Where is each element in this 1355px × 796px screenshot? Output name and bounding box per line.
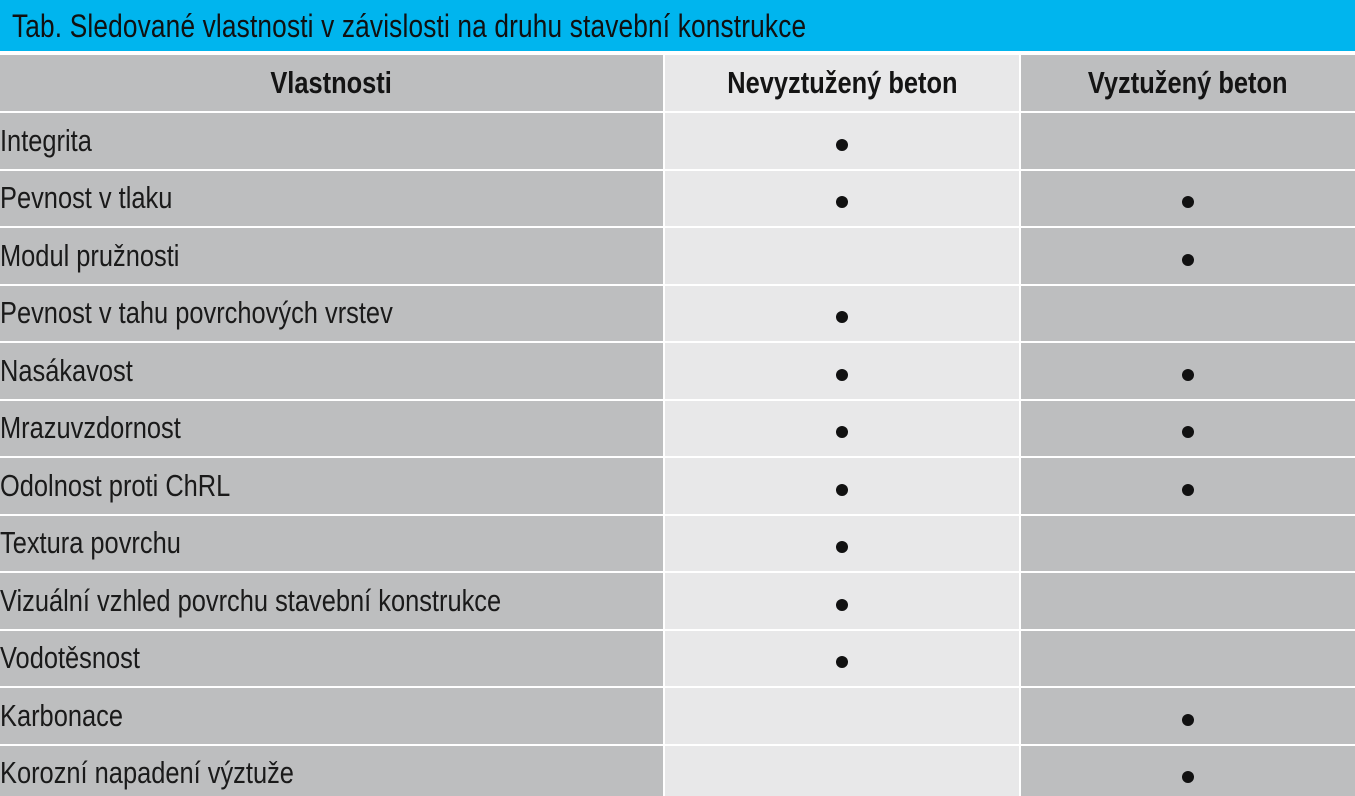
bullet-dot-icon	[1182, 484, 1194, 496]
bullet-dot-icon	[1182, 254, 1194, 266]
table-row	[0, 687, 1355, 745]
property-label: Textura povrchu	[0, 525, 181, 561]
table-row	[0, 515, 1355, 573]
reinforced-cell	[1020, 285, 1355, 343]
bullet-dot-icon	[836, 656, 848, 668]
property-label: Vodotěsnost	[0, 640, 140, 676]
unreinforced-cell	[664, 170, 1020, 228]
table-row	[0, 630, 1355, 688]
reinforced-cell	[1020, 112, 1355, 170]
reinforced-cell	[1020, 457, 1355, 515]
property-cell	[0, 285, 664, 343]
reinforced-cell	[1020, 342, 1355, 400]
property-label: Vizuální vzhled povrchu stavební konstrukce	[0, 582, 502, 618]
bullet-dot-icon	[836, 599, 848, 611]
property-cell	[0, 170, 664, 228]
reinforced-cell	[1020, 630, 1355, 688]
unreinforced-cell	[664, 687, 1020, 745]
bullet-dot-icon	[836, 196, 848, 208]
reinforced-cell	[1020, 170, 1355, 228]
property-label: Pevnost v tlaku	[0, 180, 173, 216]
table-row	[0, 342, 1355, 400]
table-row	[0, 285, 1355, 343]
table-row	[0, 572, 1355, 630]
unreinforced-cell	[664, 342, 1020, 400]
bullet-dot-icon	[1182, 714, 1194, 726]
unreinforced-cell	[664, 457, 1020, 515]
bullet-dot-icon	[1182, 196, 1194, 208]
property-cell	[0, 112, 664, 170]
property-label: Mrazuvzdornost	[0, 410, 181, 446]
table-row	[0, 112, 1355, 170]
header-row	[0, 54, 1355, 112]
table-row	[0, 400, 1355, 458]
unreinforced-cell	[664, 630, 1020, 688]
property-cell	[0, 342, 664, 400]
bullet-dot-icon	[836, 369, 848, 381]
column-header-reinforced: Vyztužený beton	[1020, 54, 1355, 112]
property-label: Nasákavost	[0, 352, 133, 388]
property-cell	[0, 400, 664, 458]
property-label: Modul pružnosti	[0, 237, 180, 273]
reinforced-cell	[1020, 745, 1355, 796]
unreinforced-cell	[664, 227, 1020, 285]
property-label: Karbonace	[0, 697, 123, 733]
property-label: Korozní napadení výztuže	[0, 755, 294, 791]
reinforced-cell	[1020, 572, 1355, 630]
table-row	[0, 170, 1355, 228]
column-header-property: Vlastnosti	[0, 54, 664, 112]
bullet-dot-icon	[836, 484, 848, 496]
unreinforced-cell	[664, 745, 1020, 796]
bullet-dot-icon	[836, 426, 848, 438]
property-cell	[0, 745, 664, 796]
reinforced-cell	[1020, 687, 1355, 745]
reinforced-cell	[1020, 227, 1355, 285]
unreinforced-cell	[664, 515, 1020, 573]
table-row	[0, 745, 1355, 796]
table-title: Tab. Sledované vlastnosti v závislosti na druhu stavební konstrukce	[12, 8, 807, 44]
property-cell	[0, 515, 664, 573]
bullet-dot-icon	[836, 311, 848, 323]
property-cell	[0, 572, 664, 630]
reinforced-cell	[1020, 515, 1355, 573]
property-label: Pevnost v tahu povrchových vrstev	[0, 295, 393, 331]
unreinforced-cell	[664, 112, 1020, 170]
property-label: Integrita	[0, 122, 92, 158]
bullet-dot-icon	[836, 139, 848, 151]
bullet-dot-icon	[1182, 771, 1194, 783]
bullet-dot-icon	[836, 541, 848, 553]
property-cell	[0, 630, 664, 688]
table-row	[0, 457, 1355, 515]
bullet-dot-icon	[1182, 369, 1194, 381]
title-bar	[0, 0, 1355, 53]
unreinforced-cell	[664, 400, 1020, 458]
column-header-unreinforced: Nevyztužený beton	[664, 54, 1020, 112]
property-cell	[0, 227, 664, 285]
property-cell	[0, 457, 664, 515]
unreinforced-cell	[664, 572, 1020, 630]
properties-table	[0, 53, 1355, 796]
unreinforced-cell	[664, 285, 1020, 343]
property-label: Odolnost proti ChRL	[0, 467, 231, 503]
bullet-dot-icon	[1182, 426, 1194, 438]
property-cell	[0, 687, 664, 745]
table-row	[0, 227, 1355, 285]
reinforced-cell	[1020, 400, 1355, 458]
